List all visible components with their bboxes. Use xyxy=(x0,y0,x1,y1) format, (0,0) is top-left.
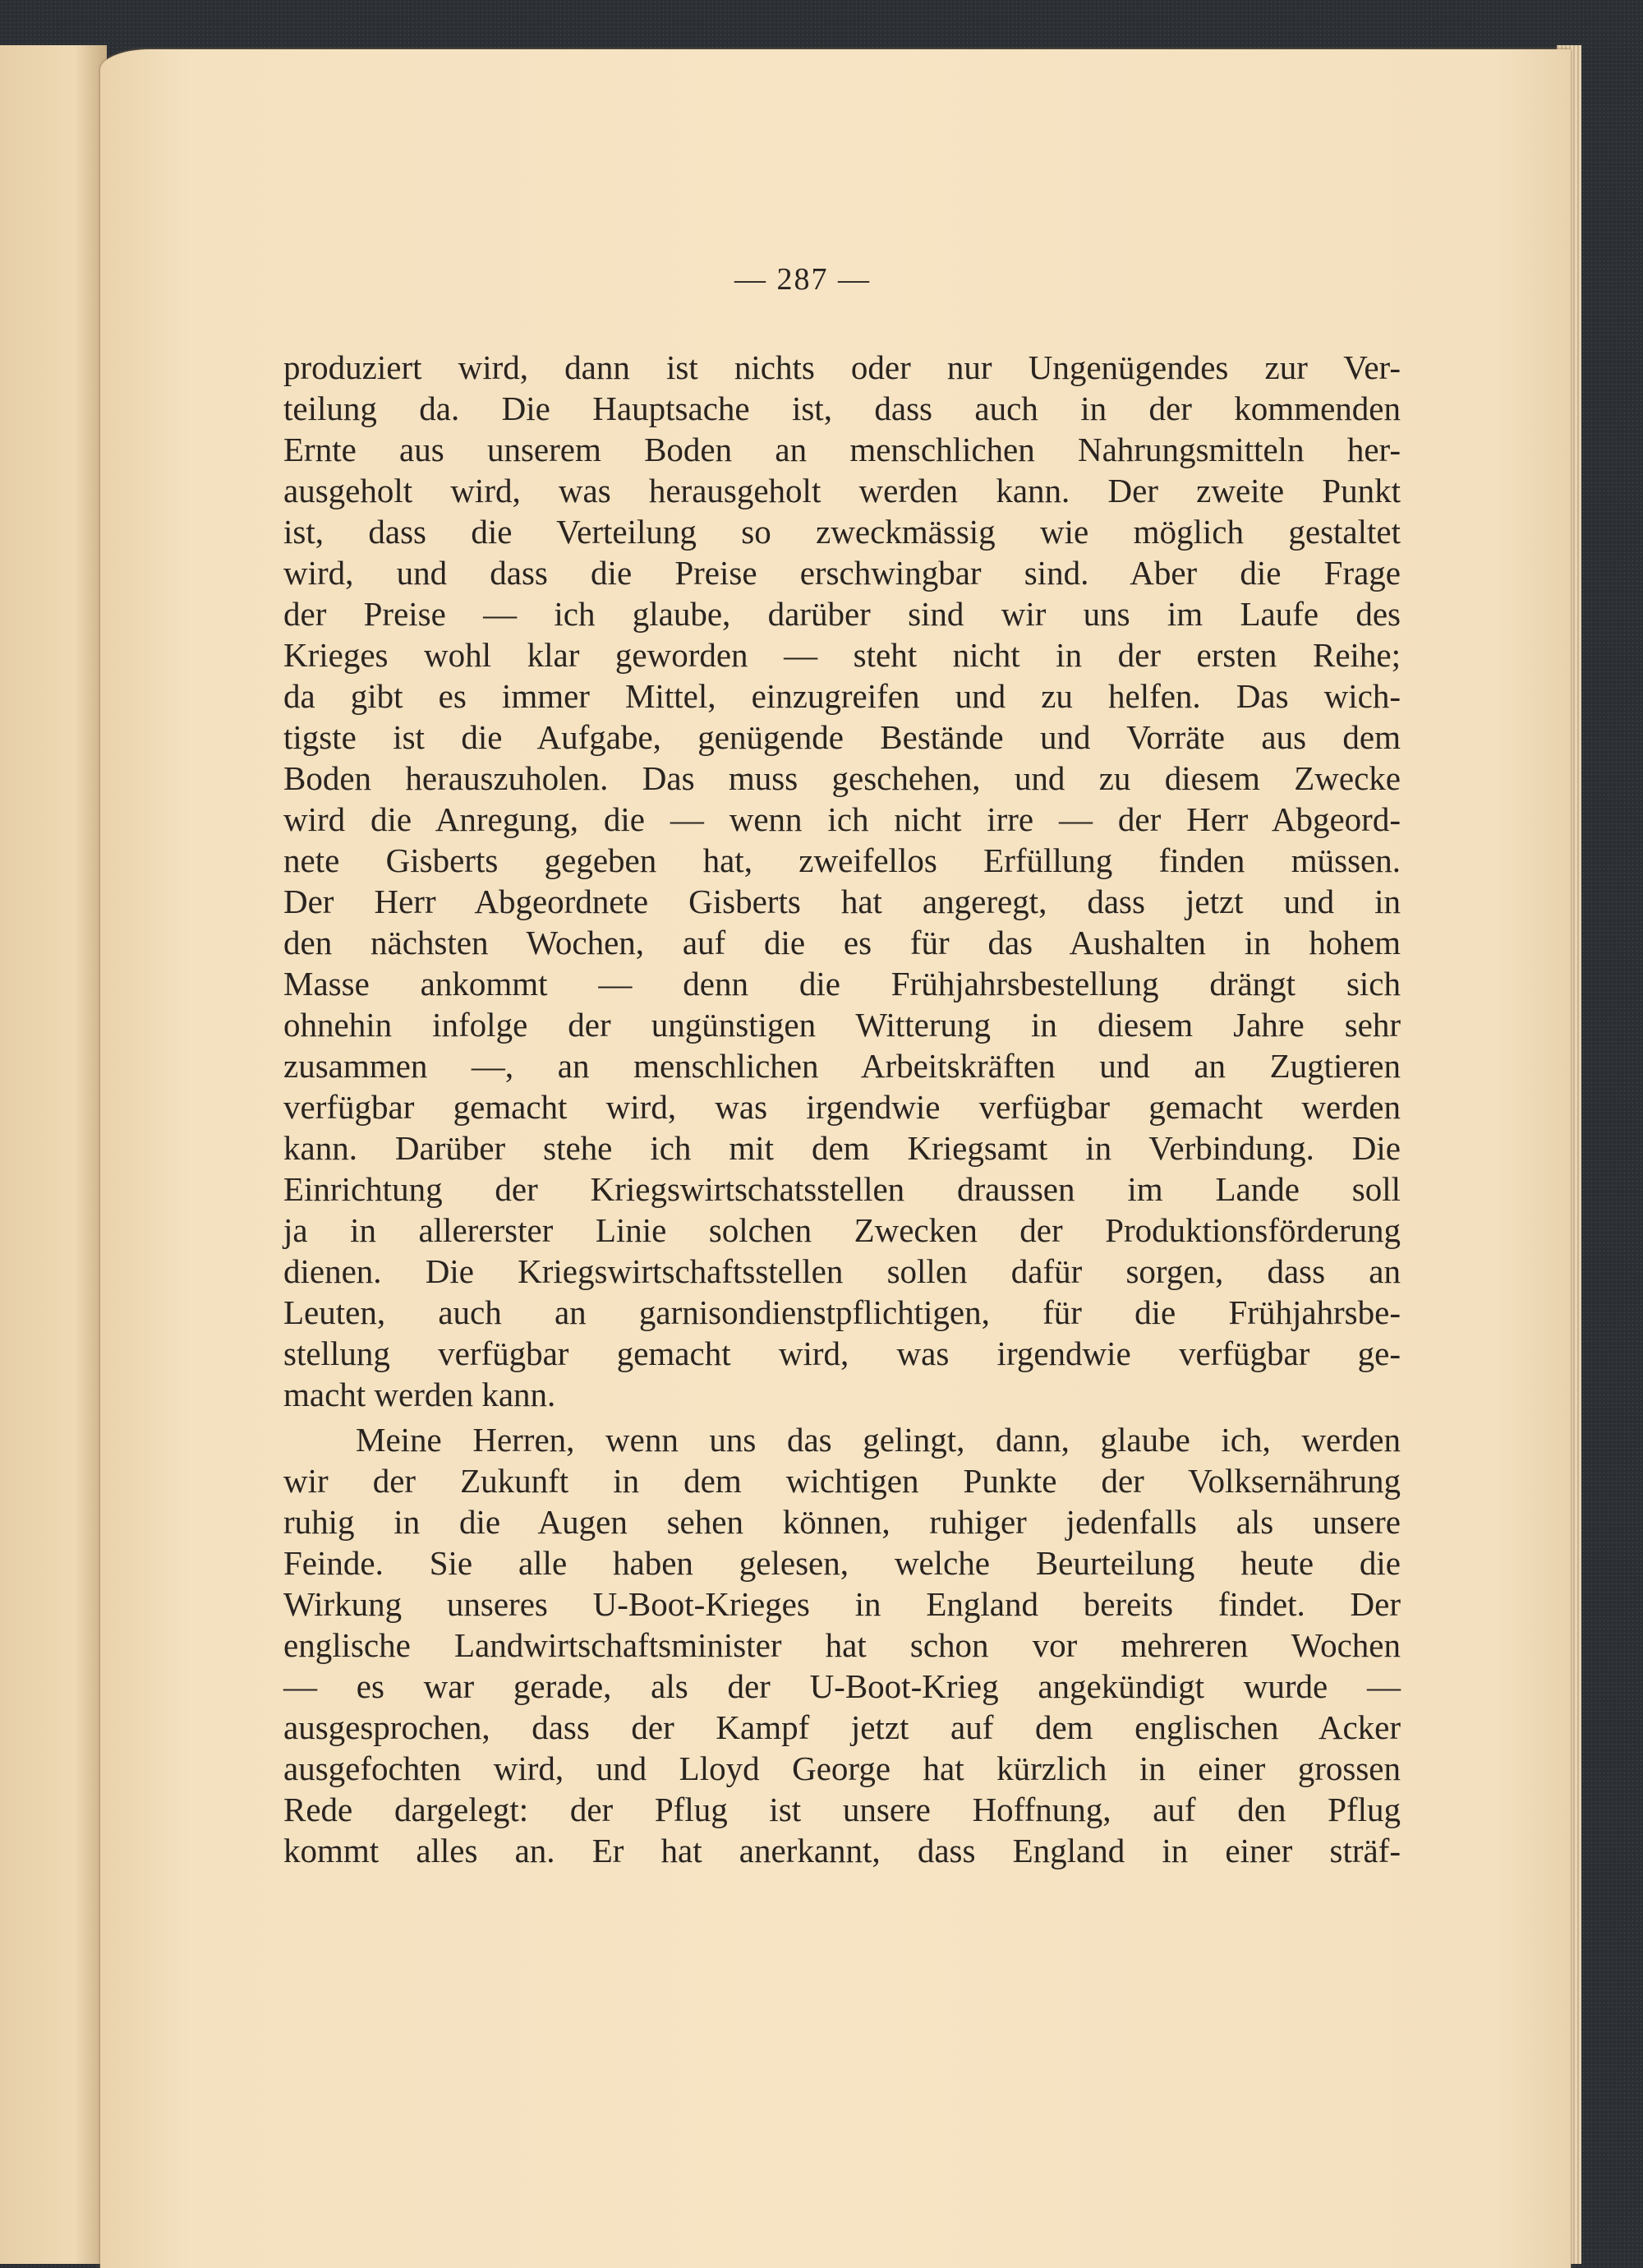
text-line: verfügbar gemacht wird, was irgendwie verfügbar gemacht werden xyxy=(283,1088,1401,1126)
text-line: Der Herr Abgeordnete Gisberts hat angeregt, dass jetzt und in xyxy=(283,883,1401,920)
text-line: wird, und dass die Preise erschwingbar sind. Aber die Frage xyxy=(283,554,1401,592)
page-number: — 287 — xyxy=(734,262,871,297)
text-line: ruhig in die Augen sehen können, ruhiger jedenfalls als unsere xyxy=(283,1503,1401,1541)
text-line: kommt alles an. Er hat anerkannt, dass England in einer sträf- xyxy=(283,1832,1401,1869)
book-page xyxy=(100,49,1571,2268)
text-line: dienen. Die Kriegswirtschaftsstellen sollen dafür sorgen, dass an xyxy=(283,1252,1401,1290)
text-line: ist, dass die Verteilung so zweckmässig wie möglich gestaltet xyxy=(283,513,1401,551)
text-line: ausgeholt wird, was herausgeholt werden kann. Der zweite Punkt xyxy=(283,472,1401,509)
previous-page-edge xyxy=(0,45,107,2264)
text-line: Boden herauszuholen. Das muss geschehen, und zu diesem Zwecke xyxy=(283,759,1401,797)
text-line: Feinde. Sie alle haben gelesen, welche Beurteilung heute die xyxy=(283,1544,1401,1582)
paragraph-1 xyxy=(283,347,1401,1415)
text-line: macht werden kann. xyxy=(283,1376,556,1413)
text-line: ausgefochten wird, und Lloyd George hat kürzlich in einer grossen xyxy=(283,1749,1401,1787)
text-line: zusammen —, an menschlichen Arbeitskräften und an Zugtieren xyxy=(283,1047,1401,1085)
body-text xyxy=(283,347,1401,1871)
text-line: — es war gerade, als der U-Boot-Krieg angekündigt wurde — xyxy=(283,1667,1401,1705)
text-line: produziert wird, dann ist nichts oder nur Ungenügendes zur Ver- xyxy=(283,348,1401,386)
text-line: stellung verfügbar gemacht wird, was irgendwie verfügbar ge- xyxy=(283,1335,1401,1372)
text-line: englische Landwirtschaftsminister hat schon vor mehreren Wochen xyxy=(283,1626,1401,1664)
text-line: Masse ankommt — denn die Frühjahrsbestellung drängt sich xyxy=(283,965,1401,1003)
text-line: Leuten, auch an garnisondienstpflichtigen, für die Frühjahrsbe- xyxy=(283,1293,1401,1331)
text-line: tigste ist die Aufgabe, genügende Bestände und Vorräte aus dem xyxy=(283,718,1401,756)
text-line: wird die Anregung, die — wenn ich nicht irre — der Herr Abgeord- xyxy=(283,800,1401,838)
text-line: ausgesprochen, dass der Kampf jetzt auf dem englischen Acker xyxy=(283,1708,1401,1746)
text-line: Krieges wohl klar geworden — steht nicht in der ersten Reihe; xyxy=(283,636,1401,674)
text-line: Ernte aus unserem Boden an menschlichen Nahrungsmitteln her- xyxy=(283,431,1401,468)
text-line: den nächsten Wochen, auf die es für das Aushalten in hohem xyxy=(283,924,1401,961)
text-line: wir der Zukunft in dem wichtigen Punkte der Volksernährung xyxy=(283,1462,1401,1500)
text-line: der Preise — ich glaube, darüber sind wir uns im Laufe des xyxy=(283,595,1401,633)
text-line: da gibt es immer Mittel, einzugreifen und zu helfen. Das wich- xyxy=(283,677,1401,715)
text-line: Wirkung unseres U-Boot-Krieges in England bereits findet. Der xyxy=(283,1585,1401,1623)
text-line: Meine Herren, wenn uns das gelingt, dann, glaube ich, werden xyxy=(356,1421,1401,1459)
paragraph-2 xyxy=(283,1419,1401,1871)
text-line: teilung da. Die Hauptsache ist, dass auch in der kommenden xyxy=(283,390,1401,427)
text-line: nete Gisberts gegeben hat, zweifellos Erfüllung finden müssen. xyxy=(283,841,1401,879)
text-line: kann. Darüber stehe ich mit dem Kriegsamt in Verbindung. Die xyxy=(283,1129,1401,1167)
text-line: ja in allererster Linie solchen Zwecken der Produktionsförderung xyxy=(283,1211,1401,1249)
text-line: Einrichtung der Kriegswirtschatsstellen draussen im Lande soll xyxy=(283,1170,1401,1208)
text-line: ohnehin infolge der ungünstigen Witterung in diesem Jahre sehr xyxy=(283,1006,1401,1044)
text-line: Rede dargelegt: der Pflug ist unsere Hoffnung, auf den Pflug xyxy=(283,1791,1401,1828)
